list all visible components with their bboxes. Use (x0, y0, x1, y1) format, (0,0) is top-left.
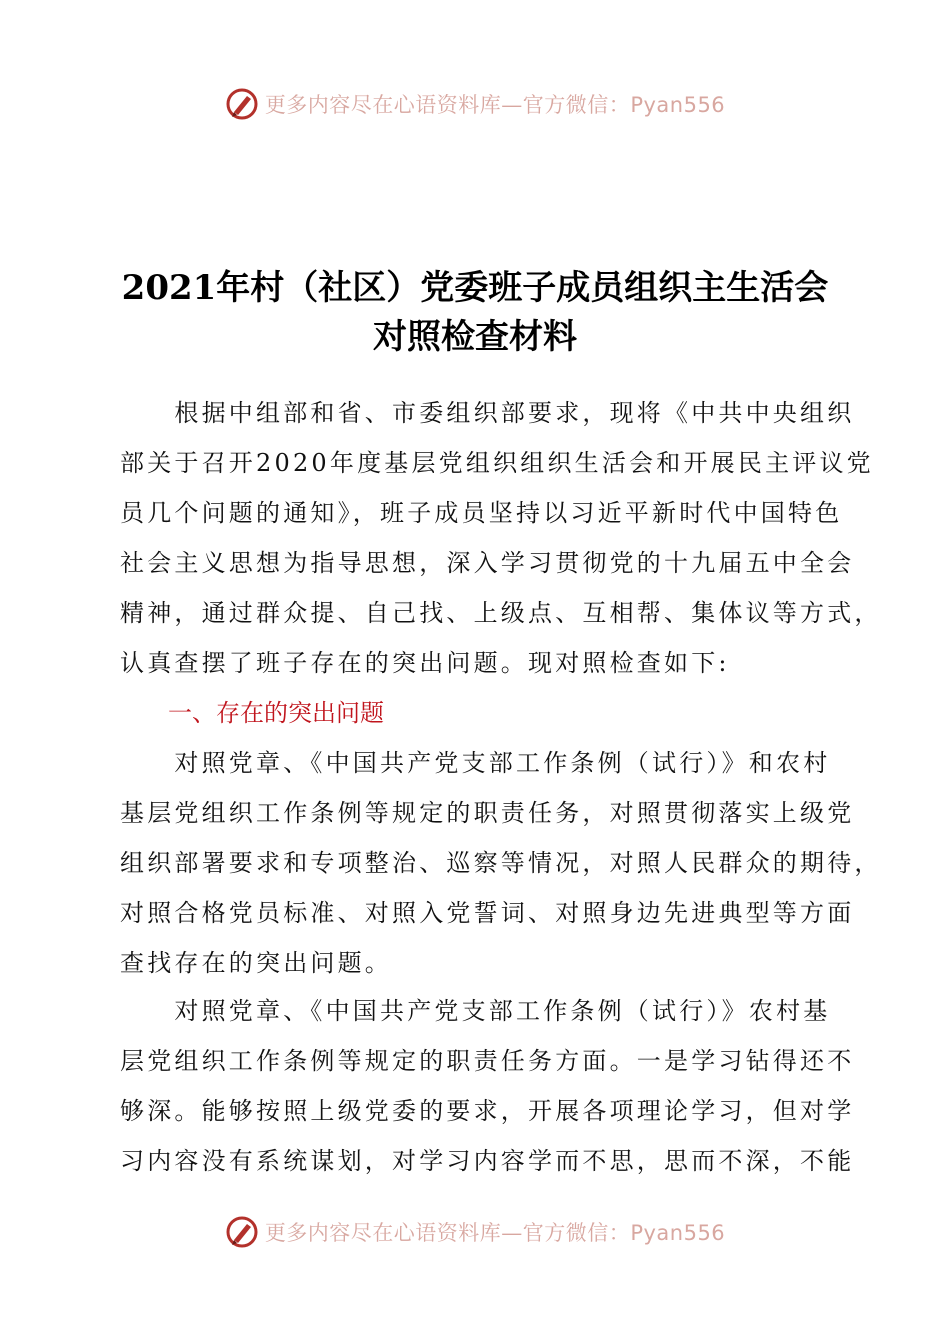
watermark-text (265, 1217, 725, 1247)
header-watermark (0, 84, 950, 124)
watermark-cn: 更多内容尽在心语资料库—官方微信： (264, 93, 631, 117)
watermark-text (265, 89, 725, 119)
pen-logo-icon (225, 1215, 259, 1249)
text-line: 查找存在的突出问题。 (120, 949, 392, 977)
text-line: 认真查摆了班子存在的突出问题。现对照检查如下: (120, 649, 730, 677)
text-line: 社会主义思想为指导思想，深入学习贯彻党的十九届五中全会 (120, 549, 855, 577)
text-line: 层党组织工作条例等规定的职责任务方面。一是学习钻得还不 (120, 1047, 855, 1075)
watermark-id: Pyan556 (630, 93, 726, 117)
document-title-line1: 2021年村（社区）党委班子成员组织主生活会 (121, 268, 829, 308)
section-heading: 一、存在的突出问题 (168, 699, 384, 727)
text-line: 根据中组部和省、市委组织部要求，现将《中共中央组织 (120, 399, 855, 427)
text-line: 员几个问题的通知》，班子成员坚持以习近平新时代中国特色 (120, 499, 843, 527)
text-line: 基层党组织工作条例等规定的职责任务，对照贯彻落实上级党 (120, 799, 855, 827)
text-line: 对照党章、《中国共产党支部工作条例（试行）》和农村 (120, 749, 831, 777)
text-line: 够深。能够按照上级党委的要求，开展各项理论学习，但对学 (120, 1097, 855, 1125)
footer-watermark (0, 1212, 950, 1252)
text-line: 对照合格党员标准、对照入党誓词、对照身边先进典型等方面 (120, 899, 855, 927)
text-line: 部关于召开2020年度基层党组织组织生活会和开展民主评议党 (120, 449, 874, 477)
text-line: 精神，通过群众提、自己找、上级点、互相帮、集体议等方式， (120, 599, 882, 627)
text-line: 习内容没有系统谋划，对学习内容学而不思，思而不深，不能 (120, 1147, 855, 1175)
watermark-cn: 更多内容尽在心语资料库—官方微信： (264, 1221, 631, 1245)
pen-logo-icon (225, 87, 259, 121)
watermark-id: Pyan556 (630, 1221, 726, 1245)
text-line: 组织部署要求和专项整治、巡察等情况，对照人民群众的期待， (120, 849, 882, 877)
document-title-line2: 对照检查材料 (373, 317, 577, 357)
text-line: 对照党章、《中国共产党支部工作条例（试行）》农村基 (120, 997, 831, 1025)
